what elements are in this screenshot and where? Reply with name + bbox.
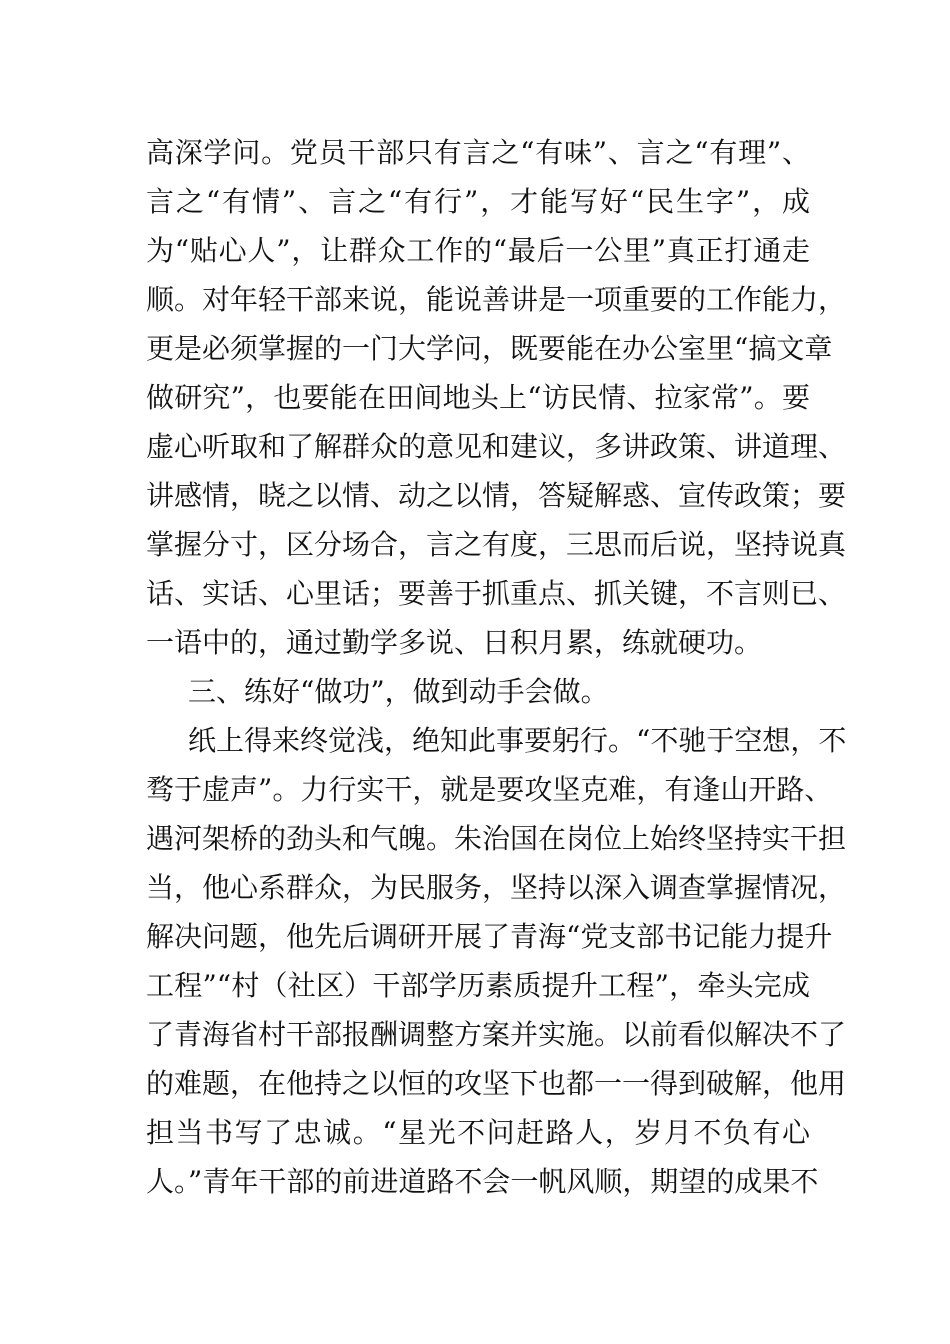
text-line-9: 掌握分寸，区分场合，言之有度，三思而后说，坚持说真 xyxy=(146,528,847,561)
text-line-21: 担当书写了忠诚。“星光不问赶路人，岁月不负有心 xyxy=(146,1116,810,1149)
text-line-3: 为“贴心人”，让群众工作的“最后一公里”真正打通走 xyxy=(146,234,810,267)
text-line-1: 高深学问。党员干部只有言之“有味”、言之“有理”、 xyxy=(146,136,810,169)
text-line-22: 人。”青年干部的前进道路不会一帆风顺，期望的成果不 xyxy=(146,1165,819,1198)
text-line-10: 话、实话、心里话；要善于抓重点、抓关键，不言则已、 xyxy=(146,577,847,610)
text-line-8: 讲感情，晓之以情、动之以情，答疑解惑、宣传政策；要 xyxy=(146,479,847,512)
text-line-7: 虚心听取和了解群众的意见和建议，多讲政策、讲道理、 xyxy=(146,430,847,463)
text-line-15: 遇河架桥的劲头和气魄。朱治国在岗位上始终坚持实干担 xyxy=(146,822,847,855)
text-line-16: 当，他心系群众，为民服务，坚持以深入调查掌握情况， xyxy=(146,871,847,904)
text-line-6: 做研究”，也要能在田间地头上“访民情、拉家常”。要 xyxy=(146,381,810,414)
text-line-5: 更是必须掌握的一门大学问，既要能在办公室里“搞文章 xyxy=(146,332,833,365)
text-line-20: 的难题，在他持之以恒的攻坚下也都一一得到破解，他用 xyxy=(146,1067,847,1100)
text-line-18: 工程”“村（社区）干部学历素质提升工程”，牵头完成 xyxy=(146,969,810,1002)
text-line-13: 纸上得来终觉浅，绝知此事要躬行。“不驰于空想，不 xyxy=(188,724,847,757)
text-line-11: 一语中的，通过勤学多说、日积月累，练就硬功。 xyxy=(146,626,763,659)
text-line-14: 骛于虚声”。力行实干，就是要攻坚克难，有逢山开路、 xyxy=(146,773,833,806)
text-line-4: 顺。对年轻干部来说，能说善讲是一项重要的工作能力， xyxy=(146,283,847,316)
text-line-19: 了青海省村干部报酬调整方案并实施。以前看似解决不了 xyxy=(146,1018,847,1051)
text-line-2: 言之“有情”、言之“有行”，才能写好“民生字”，成 xyxy=(146,185,810,218)
text-line-17: 解决问题，他先后调研开展了青海“党支部书记能力提升 xyxy=(146,920,833,953)
section-heading: 三、练好“做功”，做到动手会做。 xyxy=(188,675,609,708)
